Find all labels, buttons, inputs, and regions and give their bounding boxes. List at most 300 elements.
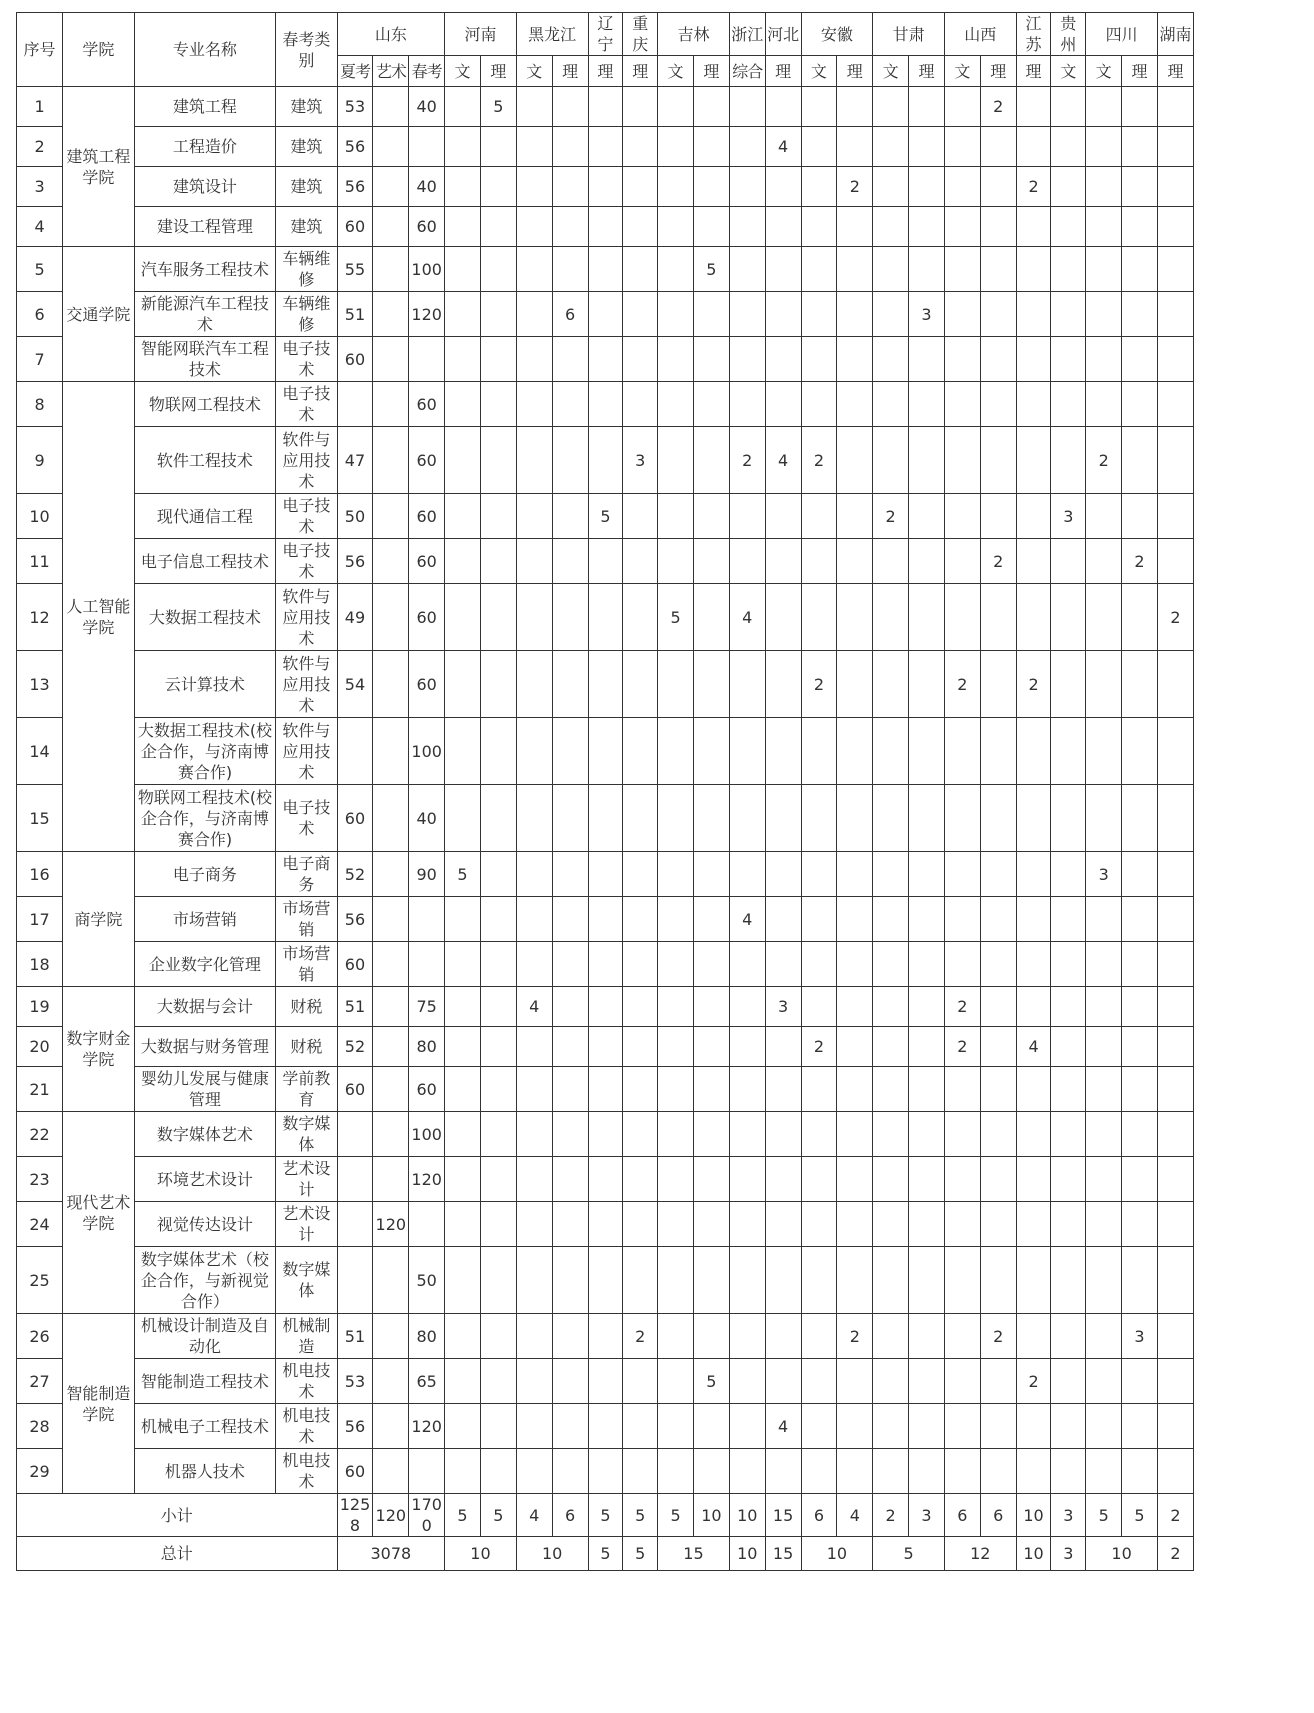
quota-cell: 3 [1086,852,1122,897]
subtotal-cell: 120 [373,1494,409,1537]
quota-cell [873,207,909,247]
quota-cell [909,651,945,718]
quota-cell [944,1449,980,1494]
quota-cell [1016,427,1051,494]
quota-cell [552,167,588,207]
quota-cell [873,1449,909,1494]
quota-cell [480,1112,516,1157]
quota-cell [552,897,588,942]
quota-cell: 60 [409,584,445,651]
quota-cell [980,1202,1016,1247]
quota-cell [516,942,552,987]
quota-cell: 80 [409,1314,445,1359]
quota-cell [445,1157,481,1202]
quota-cell [1157,1202,1193,1247]
quota-cell [373,1449,409,1494]
quota-cell [373,207,409,247]
quota-cell [658,167,694,207]
college-name: 数字财金学院 [63,987,135,1112]
quota-cell [552,1404,588,1449]
quota-cell [1122,427,1158,494]
quota-cell [480,292,516,337]
quota-cell [729,494,765,539]
quota-cell: 60 [337,785,373,852]
quota-cell [1157,1112,1193,1157]
quota-cell: 2 [801,651,837,718]
quota-cell [373,1247,409,1314]
quota-cell [480,207,516,247]
quota-cell [909,584,945,651]
quota-cell [765,1247,801,1314]
subtotal-cell: 6 [944,1494,980,1537]
quota-cell [873,1112,909,1157]
quota-cell [588,247,623,292]
quota-cell [909,1157,945,1202]
quota-cell [373,651,409,718]
subtotal-label: 小计 [17,1494,338,1537]
quota-cell [980,785,1016,852]
quota-cell [1157,292,1193,337]
quota-cell [801,167,837,207]
quota-cell: 3 [1051,494,1086,539]
quota-cell [373,167,409,207]
quota-cell [1086,207,1122,247]
quota-cell [373,427,409,494]
quota-cell [801,539,837,584]
row-seq: 7 [17,337,63,382]
row-seq: 29 [17,1449,63,1494]
header-subject: 理 [1016,56,1051,87]
quota-cell [588,852,623,897]
quota-cell [909,718,945,785]
quota-cell: 2 [801,427,837,494]
quota-cell [693,1157,729,1202]
row-seq: 16 [17,852,63,897]
quota-cell [658,718,694,785]
quota-cell [552,127,588,167]
quota-cell [373,1067,409,1112]
quota-cell [588,1359,623,1404]
quota-cell [623,494,658,539]
quota-cell [1122,382,1158,427]
quota-cell [445,127,481,167]
total-cell: 10 [729,1537,765,1571]
college-name: 交通学院 [63,247,135,382]
quota-cell [658,427,694,494]
college-name: 建筑工程学院 [63,87,135,247]
quota-cell [944,382,980,427]
quota-cell [623,167,658,207]
quota-cell [1122,897,1158,942]
quota-cell [480,987,516,1027]
total-cell: 10 [445,1537,517,1571]
quota-cell [873,1359,909,1404]
header-province: 吉林 [658,13,730,56]
quota-cell [1016,87,1051,127]
quota-cell: 50 [337,494,373,539]
quota-cell [373,942,409,987]
quota-cell [1122,247,1158,292]
quota-cell [1051,1027,1086,1067]
quota-cell: 5 [693,247,729,292]
quota-cell [693,87,729,127]
quota-cell [1051,127,1086,167]
quota-cell [658,1359,694,1404]
quota-cell [480,167,516,207]
row-seq: 6 [17,292,63,337]
quota-cell [1051,718,1086,785]
quota-cell [801,337,837,382]
quota-cell [588,1112,623,1157]
exam-category: 电子技术 [276,494,337,539]
quota-cell [944,427,980,494]
quota-cell [445,584,481,651]
quota-cell [801,1247,837,1314]
quota-cell [1051,942,1086,987]
quota-cell [516,87,552,127]
quota-cell [658,852,694,897]
quota-cell [980,292,1016,337]
table-row [17,167,1194,207]
quota-cell [837,1449,873,1494]
quota-cell: 2 [623,1314,658,1359]
quota-cell [445,651,481,718]
quota-cell [944,292,980,337]
quota-cell [873,427,909,494]
quota-cell [1122,494,1158,539]
quota-cell [623,1067,658,1112]
quota-cell [588,207,623,247]
college-name: 智能制造学院 [63,1314,135,1494]
quota-cell [552,427,588,494]
quota-cell [552,539,588,584]
header-province: 江苏 [1016,13,1051,56]
quota-cell [480,494,516,539]
quota-cell [1016,382,1051,427]
quota-cell [516,1449,552,1494]
exam-category: 市场营销 [276,942,337,987]
subtotal-cell: 1258 [337,1494,373,1537]
header-subject: 理 [980,56,1016,87]
total-cell: 10 [801,1537,873,1571]
major-name: 电子商务 [134,852,275,897]
quota-cell [801,1157,837,1202]
header-subject: 理 [693,56,729,87]
quota-cell: 5 [693,1359,729,1404]
quota-cell [1016,207,1051,247]
quota-cell [1016,1202,1051,1247]
quota-cell [765,852,801,897]
major-name: 物联网工程技术(校企合作，与济南博赛合作) [134,785,275,852]
quota-cell [837,1027,873,1067]
enrollment-plan-table [16,12,1194,1571]
table-row [17,1314,1194,1359]
quota-cell [801,127,837,167]
quota-cell [1086,1314,1122,1359]
quota-cell [873,127,909,167]
quota-cell [623,1112,658,1157]
quota-cell [765,167,801,207]
table-row [17,1247,1194,1314]
quota-cell [693,127,729,167]
subtotal-cell: 10 [1016,1494,1051,1537]
exam-category: 机电技术 [276,1404,337,1449]
quota-cell: 75 [409,987,445,1027]
header-subject: 文 [445,56,481,87]
quota-cell: 50 [409,1247,445,1314]
quota-cell [337,1247,373,1314]
row-seq: 19 [17,987,63,1027]
quota-cell [1122,87,1158,127]
quota-cell: 56 [337,539,373,584]
quota-cell [1122,987,1158,1027]
quota-cell [445,337,481,382]
quota-cell: 2 [1086,427,1122,494]
quota-cell: 2 [980,87,1016,127]
quota-cell: 51 [337,1314,373,1359]
quota-cell [480,1157,516,1202]
quota-cell: 60 [409,539,445,584]
quota-cell: 40 [409,167,445,207]
quota-cell [480,651,516,718]
quota-cell [480,897,516,942]
quota-cell [837,337,873,382]
header-subject: 文 [944,56,980,87]
quota-cell [980,718,1016,785]
total-row [17,1537,1194,1571]
quota-cell [944,852,980,897]
quota-cell [873,987,909,1027]
quota-cell [693,897,729,942]
quota-cell [552,718,588,785]
quota-cell [623,987,658,1027]
quota-cell [837,427,873,494]
quota-cell [944,167,980,207]
quota-cell [944,494,980,539]
major-name: 软件工程技术 [134,427,275,494]
quota-cell: 4 [765,427,801,494]
exam-category: 机电技术 [276,1449,337,1494]
quota-cell [373,247,409,292]
quota-cell [1051,382,1086,427]
quota-cell [1051,1404,1086,1449]
quota-cell [765,87,801,127]
quota-cell: 2 [944,651,980,718]
quota-cell [445,897,481,942]
quota-cell [1157,651,1193,718]
quota-cell [1086,897,1122,942]
subtotal-cell: 1700 [409,1494,445,1537]
quota-cell [909,1314,945,1359]
quota-cell [909,427,945,494]
quota-cell [1086,651,1122,718]
major-name: 数字媒体艺术 [134,1112,275,1157]
row-seq: 12 [17,584,63,651]
quota-cell [944,1157,980,1202]
total-cell: 10 [516,1537,588,1571]
quota-cell [373,1404,409,1449]
quota-cell [1122,584,1158,651]
quota-cell: 5 [588,494,623,539]
quota-cell [623,127,658,167]
quota-cell [765,651,801,718]
quota-cell [337,1202,373,1247]
quota-cell [409,942,445,987]
quota-cell [552,494,588,539]
quota-cell [1051,337,1086,382]
quota-cell [588,1449,623,1494]
quota-cell: 53 [337,87,373,127]
quota-cell [765,207,801,247]
row-seq: 28 [17,1404,63,1449]
quota-cell [801,987,837,1027]
subtotal-cell: 5 [1122,1494,1158,1537]
quota-cell [1086,127,1122,167]
quota-cell [1157,337,1193,382]
exam-category: 建筑 [276,87,337,127]
quota-cell [944,942,980,987]
quota-cell [909,87,945,127]
quota-cell [1122,1359,1158,1404]
major-name: 企业数字化管理 [134,942,275,987]
quota-cell [1016,247,1051,292]
quota-cell [1051,584,1086,651]
header-subject: 文 [1086,56,1122,87]
quota-cell [658,247,694,292]
quota-cell: 120 [409,292,445,337]
quota-cell [873,1027,909,1067]
subtotal-cell: 10 [693,1494,729,1537]
quota-cell [1086,1202,1122,1247]
quota-cell [1086,167,1122,207]
quota-cell [729,1404,765,1449]
quota-cell [837,1359,873,1404]
quota-cell [588,1027,623,1067]
quota-cell: 2 [837,167,873,207]
quota-cell [1122,852,1158,897]
quota-cell [729,167,765,207]
subtotal-cell: 6 [980,1494,1016,1537]
quota-cell: 65 [409,1359,445,1404]
quota-cell [873,1157,909,1202]
quota-cell [1016,987,1051,1027]
exam-category: 市场营销 [276,897,337,942]
quota-cell [693,584,729,651]
quota-cell [623,1157,658,1202]
total-cell: 10 [1016,1537,1051,1571]
quota-cell [801,718,837,785]
quota-cell [1051,247,1086,292]
table-row [17,337,1194,382]
quota-cell [980,427,1016,494]
exam-category: 电子技术 [276,382,337,427]
quota-cell [765,584,801,651]
quota-cell [373,1027,409,1067]
quota-cell: 2 [837,1314,873,1359]
quota-cell [801,292,837,337]
total-cell: 10 [1086,1537,1158,1571]
quota-cell [588,1157,623,1202]
quota-cell [552,1027,588,1067]
quota-cell [516,1112,552,1157]
quota-cell [1086,247,1122,292]
row-seq: 1 [17,87,63,127]
quota-cell [693,1067,729,1112]
quota-cell [1051,1202,1086,1247]
quota-cell [693,1027,729,1067]
subtotal-cell: 4 [516,1494,552,1537]
quota-cell [1157,207,1193,247]
quota-cell [1086,382,1122,427]
quota-cell [693,852,729,897]
quota-cell [801,247,837,292]
quota-cell [1016,539,1051,584]
quota-cell [909,1202,945,1247]
quota-cell [480,942,516,987]
quota-cell [445,785,481,852]
quota-cell [729,337,765,382]
total-cell: 5 [873,1537,945,1571]
quota-cell [729,987,765,1027]
quota-cell [623,1404,658,1449]
quota-cell [658,1314,694,1359]
major-name: 机械电子工程技术 [134,1404,275,1449]
quota-cell [729,87,765,127]
header-subject: 理 [1122,56,1158,87]
quota-cell: 4 [1016,1027,1051,1067]
quota-cell [1016,1449,1051,1494]
quota-cell [658,651,694,718]
quota-cell [552,1112,588,1157]
quota-cell [516,1314,552,1359]
quota-cell [588,382,623,427]
table-row [17,292,1194,337]
quota-cell [944,785,980,852]
quota-cell [588,651,623,718]
quota-cell [837,987,873,1027]
quota-cell [944,337,980,382]
subtotal-cell: 6 [801,1494,837,1537]
quota-cell [729,942,765,987]
quota-cell [1051,987,1086,1027]
quota-cell [944,247,980,292]
quota-cell: 51 [337,292,373,337]
quota-cell [1086,1112,1122,1157]
quota-cell [873,382,909,427]
major-name: 建筑设计 [134,167,275,207]
quota-cell [729,852,765,897]
quota-cell [909,337,945,382]
exam-category: 艺术设计 [276,1157,337,1202]
total-label: 总计 [17,1537,338,1571]
quota-cell [373,1314,409,1359]
quota-cell [623,897,658,942]
quota-cell [729,207,765,247]
quota-cell [1016,337,1051,382]
quota-cell [445,1112,481,1157]
quota-cell [373,337,409,382]
major-name: 大数据与会计 [134,987,275,1027]
quota-cell [373,718,409,785]
quota-cell [516,852,552,897]
quota-cell [980,1067,1016,1112]
quota-cell [873,337,909,382]
quota-cell [373,1112,409,1157]
quota-cell [1086,718,1122,785]
exam-category: 建筑 [276,127,337,167]
quota-cell [765,718,801,785]
subtotal-cell: 4 [837,1494,873,1537]
